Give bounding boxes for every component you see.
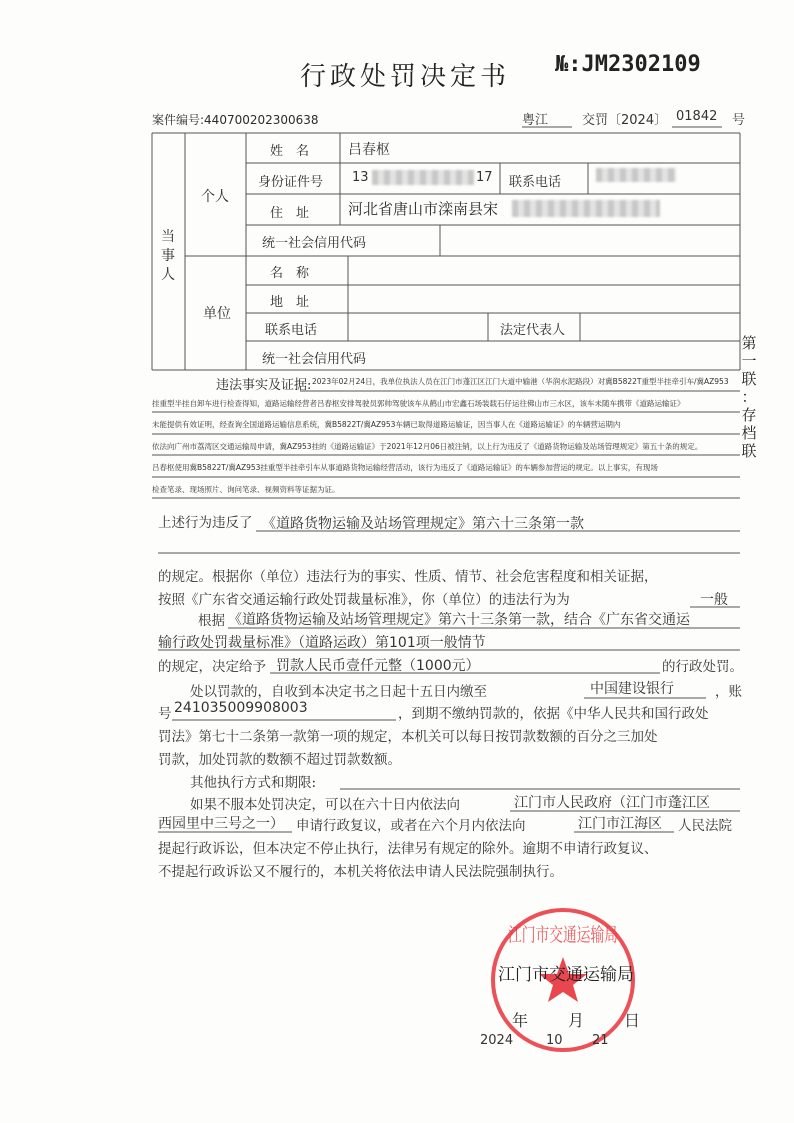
para3-line3: 罚法》第七十二条第一款第一项的规定，本机关可以每日按罚款数额的百分之三加处	[158, 729, 658, 745]
name-label: 姓 名	[270, 144, 310, 159]
name-value: 吕春枢	[348, 142, 390, 158]
facts-line: 检查笔录、现场照片、询问笔录、视频资料等证据为证。	[152, 484, 340, 494]
ref-mid: 交罚〔2024〕	[582, 113, 668, 128]
ref-suffix: 号	[732, 113, 746, 128]
address-value: 河北省唐山市滦南县宋	[348, 200, 499, 218]
facts-line: 吕春枢使用冀B5822T/冀AZ953挂重型半挂牵引车从事道路货物运输经营活动，该行为违反了《道路运输证》的车辆参加营运的规定。以上事实，有现场	[152, 463, 658, 472]
unit-address-label: 地 址	[270, 295, 310, 310]
para2-lead: 根据	[198, 613, 225, 629]
id-label: 身份证件号	[258, 175, 324, 190]
para3-line4: 罚款，加处罚款的数额不超过罚款数额。	[158, 752, 401, 768]
facts-line: 挂重型半挂自卸车进行检查得知，道路运输经营者吕春枢安排驾驶员郭帅驾驶该车从鹤山市宏鑫石场装载石仔运往佛山市三水区，该车未随车携带《道路运输证》	[152, 398, 685, 408]
para2-line1: 《道路货物运输及站场管理规定》第六十三条第一款，结合《广东省交通运	[228, 612, 690, 628]
para1-line2: 按照《广东省交通运输行政处罚裁量标准》，你（单位）的违法行为为	[158, 592, 570, 608]
violation-regulation: 《道路货物运输及站场管理规定》第六十三条第一款	[262, 516, 584, 532]
year-label: 年	[512, 1011, 529, 1030]
para3-line1: 处以罚款的，自收到本决定书之日起十五日内缴至	[190, 684, 487, 700]
para2-line3-suffix: 的行政处罚。	[662, 659, 743, 675]
seal-text: 江门市交通运输局	[508, 924, 618, 946]
unit-label: 单位	[203, 306, 231, 322]
side-tab-char: 档	[741, 424, 757, 442]
phone-label: 联系电话	[509, 175, 562, 190]
unit-name-label: 名 称	[270, 266, 310, 281]
month-label: 月	[568, 1011, 585, 1030]
document-title: 行政处罚决定书	[300, 62, 511, 92]
party-label: 当事人	[161, 229, 175, 283]
facts-label: 违法事实及证据:	[216, 378, 312, 393]
ref-num: 01842	[676, 109, 718, 124]
facts-line: 2023年02月24日，我单位执法人员在江门市蓬江区江门大道中输港（华润水泥路段）对冀B5822T重型半挂牵引车/冀AZ953	[312, 377, 729, 386]
facts-line: 依法向广州市荔湾区交通运输局申请，冀AZ953挂的《道路运输证》于2021年12月06日被注销，以上行为违反了《道路货物运输及站场管理规定》第五十条的规定。	[152, 441, 703, 451]
sign-day: 21	[592, 1033, 609, 1048]
sign-month: 10	[546, 1033, 563, 1048]
issuing-authority: 江门市交通运输局	[498, 965, 634, 985]
address-label: 住 址	[270, 206, 310, 221]
para2-line2: 输行政处罚裁量标准》（道路运政）第101项一般情节	[158, 635, 486, 651]
facts-line: 未能提供有效证明，经查询全国道路运输信息系统，冀B5822T/冀AZ953车辆已取得道路运输证，因当事人在《道路运输证》的车辆营运期内	[152, 420, 621, 429]
id-suffix: 17	[476, 170, 493, 185]
other-execution-label: 其他执行方式和期限:	[190, 775, 317, 791]
day-label: 日	[624, 1011, 641, 1030]
court-name: 江门市江海区	[578, 816, 662, 832]
review-authority-address: 西园里中三号之一）	[158, 816, 284, 832]
account-label: ，账	[715, 684, 742, 700]
side-tab-char: 第	[741, 334, 757, 352]
side-tab-char: 存	[741, 406, 757, 424]
para5-line2-mid: 申请行政复议，或者在六个月内依法向	[296, 818, 526, 834]
penalty-amount: 罚款人民币壹仟元整（1000元）	[276, 658, 480, 674]
credit-code-label: 统一社会信用代码	[262, 236, 367, 251]
id-prefix: 13	[352, 170, 369, 185]
court-suffix: 人民法院	[678, 818, 732, 834]
case-number: 案件编号:440700202300638	[152, 113, 319, 127]
side-tab-char: ：	[741, 388, 757, 406]
side-tab-char: 联	[741, 442, 757, 460]
side-tab-char: 一	[741, 352, 757, 370]
ref-prefix: 粤江	[522, 113, 549, 128]
violation-prefix: 上述行为违反了	[158, 515, 253, 531]
bank-name: 中国建设银行	[590, 681, 674, 697]
para5-line3: 提起行政诉讼，但本决定不停止执行，法律另有规定的除外。逾期不申请行政复议、	[158, 841, 658, 857]
violation-level: 一般	[700, 592, 728, 608]
para2-line3-prefix: 的规定，决定给予	[158, 659, 266, 675]
review-authority: 江门市人民政府（江门市蓬江区	[514, 795, 710, 811]
individual-label: 个人	[201, 189, 229, 205]
legal-rep-label: 法定代表人	[500, 323, 566, 338]
unit-credit-code-label: 统一社会信用代码	[262, 352, 367, 367]
account-prefix: 号	[158, 706, 172, 722]
document-number: №:JM2302109	[555, 52, 701, 77]
para5-line1: 如果不服本处罚决定，可以在六十日内依法向	[190, 797, 460, 813]
side-tab-label	[740, 334, 758, 460]
sign-year: 2024	[480, 1033, 514, 1048]
account-number: 241035009908003	[174, 700, 308, 716]
side-tab-char: 联	[741, 370, 757, 388]
para5-line4: 不提起行政诉讼又不履行的，本机关将依法申请人民法院强制执行。	[158, 864, 563, 880]
para3-line2: ，到期不缴纳罚款的，依据《中华人民共和国行政处	[398, 706, 709, 722]
unit-phone-label: 联系电话	[265, 323, 318, 338]
para1-line1: 的规定。根据你（单位）违法行为的事实、性质、情节、社会危害程度和相关证据，	[158, 569, 658, 585]
